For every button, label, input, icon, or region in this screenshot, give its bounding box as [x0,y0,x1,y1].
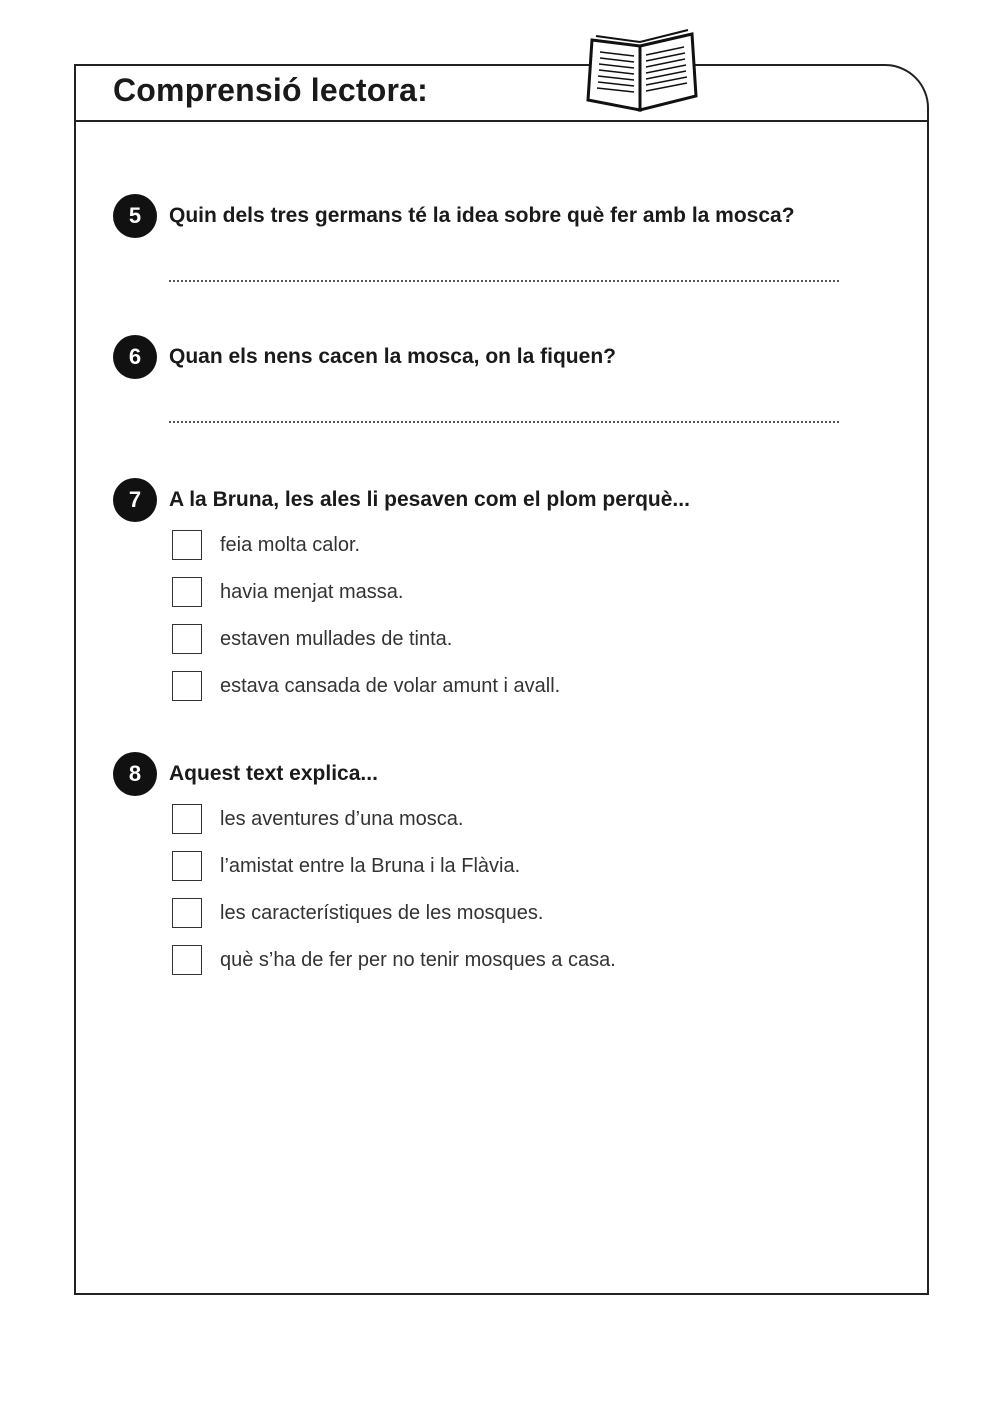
option-checkbox[interactable] [172,851,202,881]
option-checkbox[interactable] [172,804,202,834]
option-checkbox[interactable] [172,577,202,607]
question-text: Aquest text explica... [169,762,378,785]
option-item[interactable] [172,945,812,992]
question-text: Quan els nens cacen la mosca, on la fiquen? [169,345,616,368]
question-number: 8 [113,752,157,796]
options-list [172,804,812,992]
question-number: 5 [113,194,157,238]
option-checkbox[interactable] [172,671,202,701]
option-checkbox[interactable] [172,898,202,928]
option-checkbox[interactable] [172,530,202,560]
options-list [172,530,812,718]
option-label: feia molta calor. [220,534,361,556]
option-label: les característiques de les mosques. [220,902,544,924]
option-checkbox[interactable] [172,624,202,654]
option-item[interactable] [172,577,812,624]
option-item[interactable] [172,851,812,898]
question-number: 7 [113,478,157,522]
answer-line[interactable] [169,421,839,423]
option-item[interactable] [172,530,812,577]
option-label: què s’ha de fer per no tenir mosques a casa. [220,949,616,971]
header-divider [74,120,929,122]
page-title: Comprensió lectora: [113,72,428,108]
question-text: Quin dels tres germans té la idea sobre què fer amb la mosca? [169,204,795,227]
option-checkbox[interactable] [172,945,202,975]
option-label: l’amistat entre la Bruna i la Flàvia. [220,855,521,877]
option-label: les aventures d’una mosca. [220,808,464,830]
open-book-icon [584,26,700,114]
option-item[interactable] [172,671,812,718]
option-item[interactable] [172,898,812,945]
option-label: havia menjat massa. [220,581,404,603]
question-number: 6 [113,335,157,379]
answer-line[interactable] [169,280,839,282]
question-text: A la Bruna, les ales li pesaven com el plom perquè... [169,488,690,511]
option-label: estava cansada de volar amunt i avall. [220,675,561,697]
option-label: estaven mullades de tinta. [220,628,453,650]
option-item[interactable] [172,624,812,671]
option-item[interactable] [172,804,812,851]
